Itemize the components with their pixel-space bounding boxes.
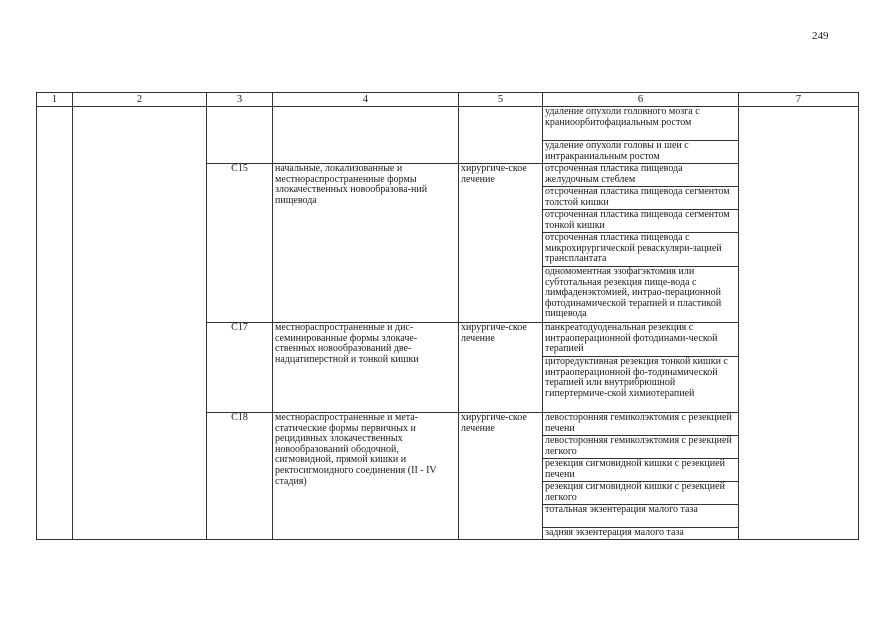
cell-col2 bbox=[73, 107, 207, 540]
method-item: левосторонняя гемиколэктомия с резекцией легкого bbox=[543, 436, 738, 459]
method-item: отсроченная пластика пищевода сегментом толстой кишки bbox=[543, 187, 738, 210]
cell-col1 bbox=[37, 107, 73, 540]
cell-condition: начальные, локализованные и местнораспространенные формы злокачественных новообразова-ний пищевода bbox=[273, 164, 459, 323]
cell-methods bbox=[543, 323, 739, 413]
method-item: тотальная экзентерация малого таза bbox=[543, 505, 738, 528]
column-header: 4 bbox=[273, 93, 459, 107]
cell-methods bbox=[543, 107, 739, 164]
cell-treatment: хирургиче-ское лечение bbox=[459, 164, 543, 323]
cell-treatment bbox=[459, 107, 543, 164]
cell-condition bbox=[273, 107, 459, 164]
column-header: 6 bbox=[543, 93, 739, 107]
cell-condition: местнораспространенные и мета-статические формы первичных и рецидивных злокачественных новообразований ободочной, сигмовидной, прямой кишки и ректосигмоидного соединения (II - IV стадия) bbox=[273, 413, 459, 540]
procedures-table bbox=[36, 92, 859, 540]
method-item: левосторонняя гемиколэктомия с резекцией печени bbox=[543, 413, 738, 436]
column-header: 5 bbox=[459, 93, 543, 107]
cell-condition: местнораспространенные и дис-семинированные формы злокаче-ственных новообразований две-надцатиперстной и тонкой кишки bbox=[273, 323, 459, 413]
method-item: отсроченная пластика пищевода сегментом тонкой кишки bbox=[543, 210, 738, 233]
cell-col7 bbox=[739, 107, 859, 540]
cell-code: C17 bbox=[207, 323, 273, 413]
cell-code: C15 bbox=[207, 164, 273, 323]
cell-methods bbox=[543, 413, 739, 540]
column-header: 2 bbox=[73, 93, 207, 107]
method-item: отсроченная пластика пищевода с микрохирургической реваскуляри-зацией трансплантата bbox=[543, 233, 738, 267]
method-item: резекция сигмовидной кишки с резекцией легкого bbox=[543, 482, 738, 505]
method-item: циторедуктивная резекция тонкой кишки с интраоперационной фо-тодинамической терапией или внутрибрюшной гипертермиче-ской химиотерапией bbox=[545, 356, 728, 399]
method-item: удаление опухоли головы и шеи с интракраниальным ростом bbox=[545, 140, 689, 162]
cell-treatment: хирургиче-ское лечение bbox=[459, 413, 543, 540]
cell-code bbox=[207, 107, 273, 164]
column-header: 1 bbox=[37, 93, 73, 107]
method-item: отсроченная пластика пищевода желудочным стеблем bbox=[543, 164, 738, 187]
table-row bbox=[37, 107, 859, 164]
method-item: одномоментная эзофагэктомия или субтотальная резекция пище-вода с лимфаденэктомией, интрао-перационной фотодинамической терапией и пластикой пищевода bbox=[545, 266, 722, 320]
method-item: резекция сигмовидной кишки с резекцией печени bbox=[543, 459, 738, 482]
cell-methods bbox=[543, 164, 739, 323]
method-item: задняя экзентерация малого таза bbox=[545, 527, 684, 538]
method-item: удаление опухоли головного мозга с краниоорбитофациальным ростом bbox=[543, 107, 738, 141]
cell-code: C18 bbox=[207, 413, 273, 540]
column-numbers-row bbox=[37, 93, 859, 107]
method-item: панкреатодуоденальная резекция с интраоперационной фотодинами-ческой терапией bbox=[543, 323, 738, 357]
page-number: 249 bbox=[812, 30, 829, 42]
cell-treatment: хирургиче-ское лечение bbox=[459, 323, 543, 413]
column-header: 3 bbox=[207, 93, 273, 107]
column-header: 7 bbox=[739, 93, 859, 107]
